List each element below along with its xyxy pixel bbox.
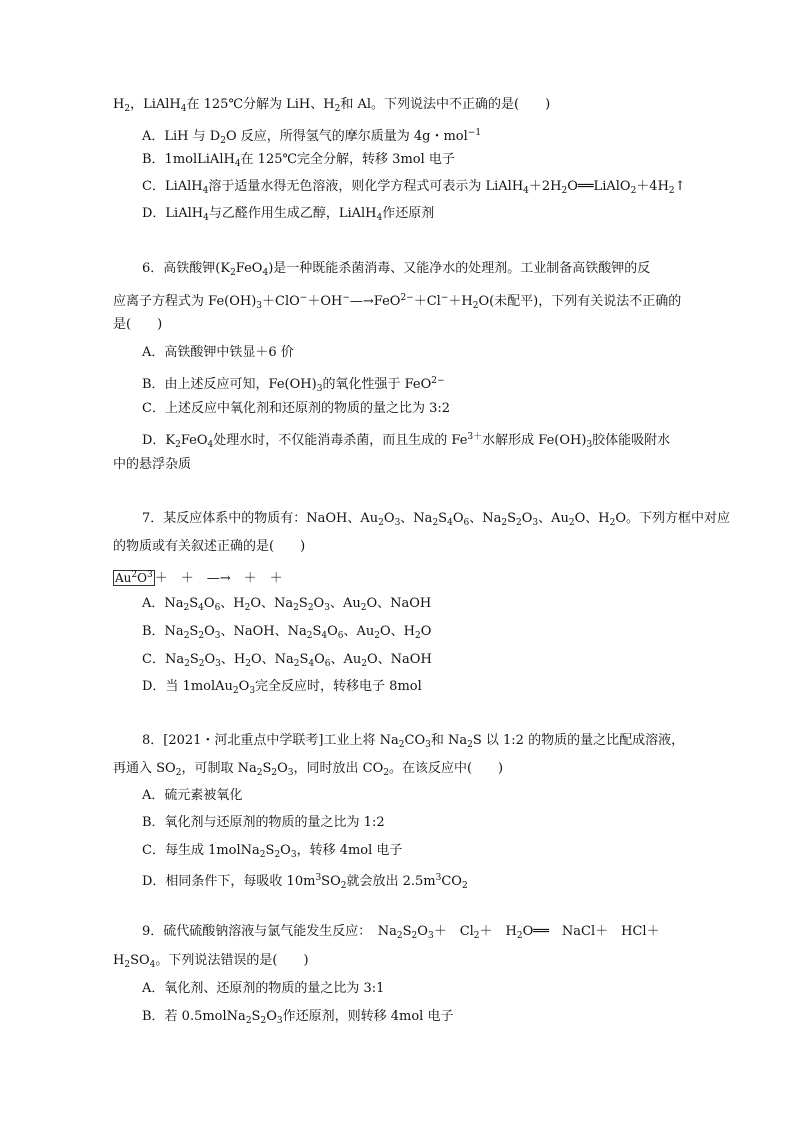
- text-line: 应离子方程式为 $Fe(OH)_3+ClO^-+OH^-—\to FeO^{2-}+Cl^-+H_2O$(未配平)，下列有关说法不正确的: [113, 293, 682, 311]
- option-a: A．高铁酸钾中铁显＋6 价: [142, 345, 294, 360]
- option-a: A．LiH 与 $D_2O$ 反应，所得氢气的摩尔质量为 4g・mol$^{-1}$: [142, 128, 482, 146]
- text-line: 再通入 $SO_2$，可制取 $Na_2S_2O_3$，同时放出 $CO_2$。在该反应中( ): [113, 761, 504, 778]
- question-9: 9．硫代硫酸钠溶液与氯气能发生反应： $Na_2S_2O_3+$ $Cl_2+$ $H_2O══$ NaCl＋ HCl＋: [142, 924, 660, 941]
- option-b: B．1molLiAlH$_4$在 125℃完全分解，转移 3mol 电子: [142, 152, 455, 169]
- option-a: A．硫元素被氧化: [142, 788, 243, 803]
- text-line: $H_2SO_4$。下列说法错误的是( ): [113, 953, 309, 970]
- text-line: 的物质或有关叙述正确的是( ): [113, 539, 306, 554]
- equation-boxes: $Au^2O^3$ ＋ ＋ —→ ＋ ＋: [115, 570, 283, 586]
- option-b: B．由上述反应可知，$Fe(OH)_3$的氧化性强于 FeO$^{2-}$: [142, 376, 445, 394]
- option-c: C．$Na_2S_2O_3$、$H_2O$、$Na_2S_4O_6$、$Au_2O$、NaOH: [142, 652, 432, 669]
- option-c: C．上述反应中氧化剂和还原剂的物质的量之比为 3:2: [142, 401, 451, 416]
- option-a: A．$Na_2S_4O_6$、$H_2O$、$Na_2S_2O_3$、$Au_2O$、NaOH: [142, 596, 432, 613]
- text-line: $H_2$，LiAlH$_4$在 125℃分解为 LiH、$H_2$和 Al。下列说法中不正确的是( ): [113, 97, 551, 114]
- option-d: D．LiAlH$_4$与乙醛作用生成乙醇，LiAlH$_4$作还原剂: [142, 206, 435, 223]
- option-b: B．氧化剂与还原剂的物质的量之比为 1:2: [142, 815, 385, 830]
- option-d: D．相同条件下，每吸收 $10m^3SO_2$就会放出 $2.5m^3CO_2$: [142, 873, 468, 891]
- option-b: B．$Na_2S_2O_3$、NaOH、$Na_2S_4O_6$、$Au_2O$、$H_2O$: [142, 624, 432, 641]
- option-c: C．LiAlH$_4$溶于适量水得无色溶液，则化学方程式可表示为 $LiAlH_4+2H_2O══LiAlO_2+4H_2↑$: [142, 179, 686, 196]
- question-8: 8．[2021・河北重点中学联考]工业上将 $Na_2CO_3$和 $Na_2S$ 以 1:2 的物质的量之比配成溶液，: [142, 733, 685, 750]
- option-d: D．$K_2FeO_4$处理水时，不仅能消毒杀菌，而且生成的 $Fe^{3+}$水解形成 $Fe(OH)_3$胶体能吸附水: [142, 432, 671, 450]
- option-a: A．氧化剂、还原剂的物质的量之比为 3:1: [142, 981, 385, 996]
- option-c: C．每生成 $1molNa_2S_2O_3$，转移 4mol 电子: [142, 843, 403, 860]
- text-line: 中的悬浮杂质: [113, 457, 192, 472]
- option-d: D．当 $1molAu_2O_3$完全反应时，转移电子 8mol: [142, 679, 422, 696]
- option-b: B．若 $0.5molNa_2S_2O_3$作还原剂，则转移 4mol 电子: [142, 1009, 454, 1026]
- question-6: 6．高铁酸钾$(K_2FeO_4)$是一种既能杀菌消毒、又能净水的处理剂。工业制备高铁酸钾的反: [142, 261, 651, 278]
- question-7: 7．某反应体系中的物质有：NaOH、$Au_2O_3$、$Na_2S_4O_6$、$Na_2S_2O_3$、$Au_2O$、$H_2O$。下列方框中对应: [142, 511, 731, 528]
- text-line: 是( ): [113, 317, 163, 332]
